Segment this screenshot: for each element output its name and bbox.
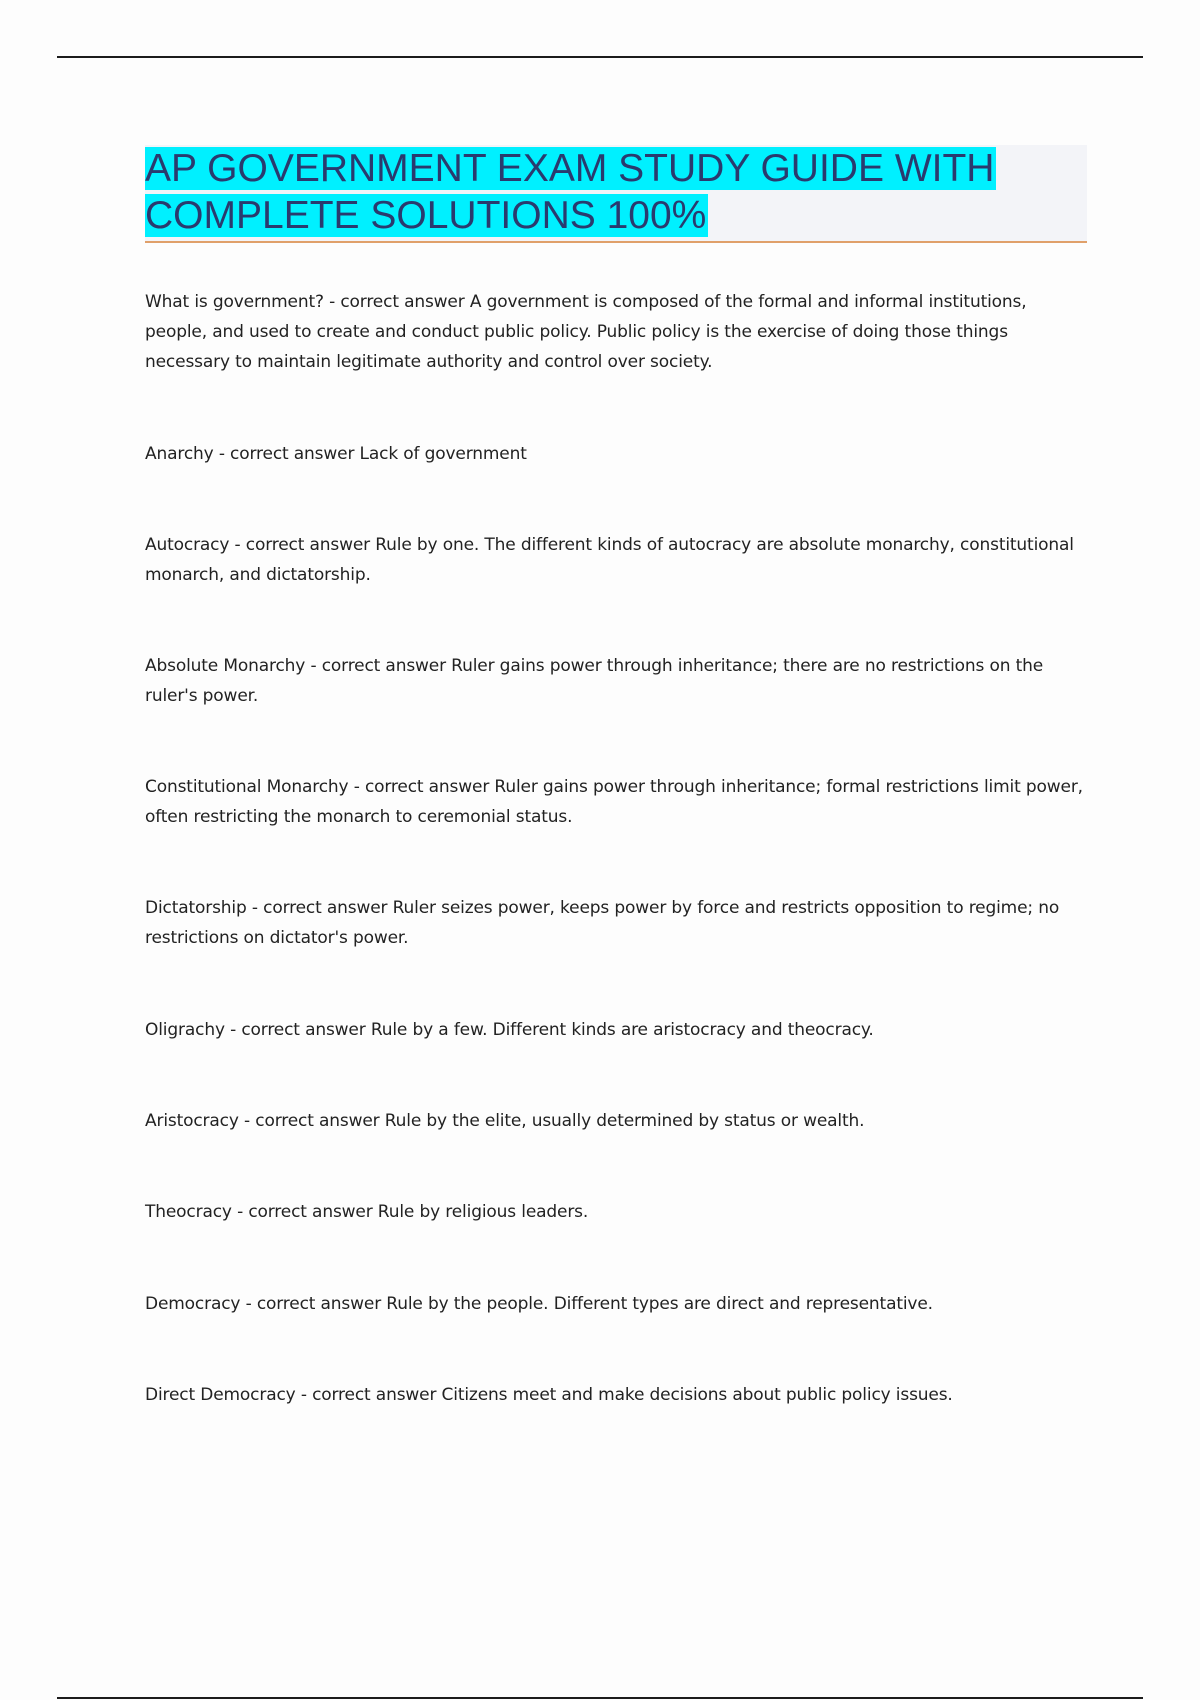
qa-entry-direct-democracy: Direct Democracy - correct answer Citizens meet and make decisions about public policy issues. — [145, 1385, 953, 1405]
qa-entry-democracy: Democracy - correct answer Rule by the people. Different types are direct and representative. — [145, 1294, 933, 1314]
page-title — [145, 145, 1087, 239]
qa-entry-theocracy: Theocracy - correct answer Rule by religious leaders. — [145, 1202, 589, 1222]
qa-list — [145, 287, 1090, 1410]
qa-entry-constitutional-monarchy: Constitutional Monarchy - correct answer Ruler gains power through inheritance; formal restrictions limit power, often restricting the monarch to ceremonial status. — [145, 777, 1083, 827]
qa-entry-oligarchy: Oligrachy - correct answer Rule by a few. Different kinds are aristocracy and theocracy. — [145, 1020, 874, 1040]
qa-entry-anarchy: Anarchy - correct answer Lack of government — [145, 444, 527, 464]
page-title-highlight: AP GOVERNMENT EXAM STUDY GUIDE WITH COMPLETE SOLUTIONS 100% — [145, 147, 995, 237]
header-rule — [57, 56, 1143, 58]
qa-entry-government: What is government? - correct answer A government is composed of the formal and informal institutions, people, and used to create and conduct public policy. Public policy is the exercise of doing those things necessary to maintain legitimate authority and control over society. — [145, 292, 1027, 372]
qa-entry-dictatorship: Dictatorship - correct answer Ruler seizes power, keeps power by force and restricts opposition to regime; no restrictions on dictator's power. — [145, 898, 1060, 948]
qa-entry-autocracy: Autocracy - correct answer Rule by one. The different kinds of autocracy are absolute monarchy, constitutional monarch, and dictatorship. — [145, 535, 1074, 585]
footer-rule — [57, 1697, 1143, 1699]
qa-entry-absolute-monarchy: Absolute Monarchy - correct answer Ruler gains power through inheritance; there are no restrictions on the ruler's power. — [145, 656, 1044, 706]
title-block — [145, 145, 1087, 243]
qa-entry-aristocracy: Aristocracy - correct answer Rule by the elite, usually determined by status or wealth. — [145, 1111, 865, 1131]
